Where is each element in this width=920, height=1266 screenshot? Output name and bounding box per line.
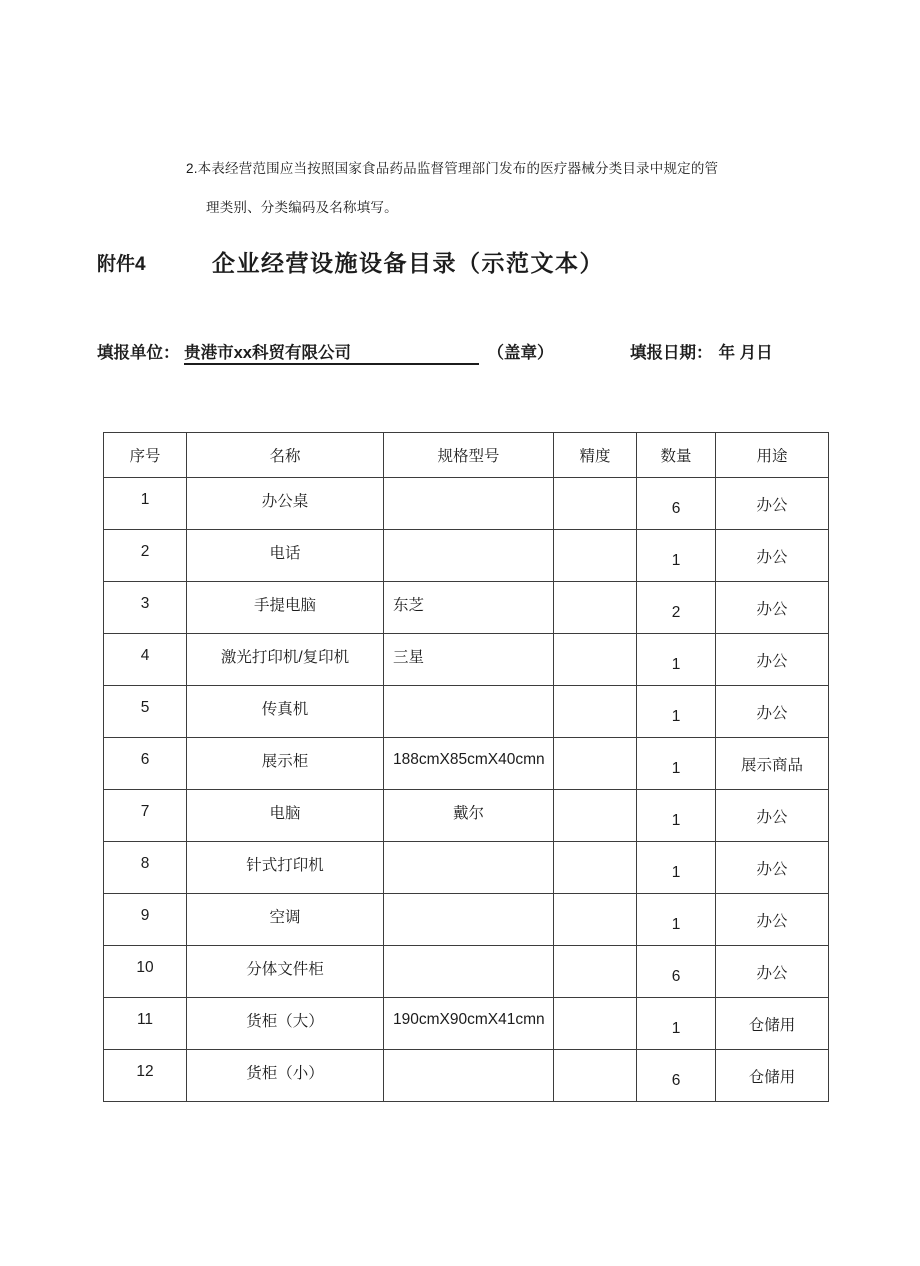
cell-spec <box>384 790 554 842</box>
cell-use-text: 展示商品 <box>740 756 803 774</box>
cell-use-text: 办公 <box>756 600 788 618</box>
cell-qty-text: 1 <box>671 811 681 829</box>
cell-precision <box>554 530 637 582</box>
cell-name <box>187 1050 384 1102</box>
unit-label: 填报单位： <box>97 344 180 362</box>
cell-qty-text: 1 <box>671 655 681 673</box>
cell-use <box>716 738 829 790</box>
cell-name-text: 针式打印机 <box>246 856 324 874</box>
page-title: 企业经营设施设备目录（示范文本） <box>212 250 604 276</box>
cell-no <box>104 686 187 738</box>
cell-qty-text: 1 <box>671 915 681 933</box>
cell-use <box>716 790 829 842</box>
cell-qty <box>637 894 716 946</box>
cell-use <box>716 998 829 1050</box>
unit-value: 贵港市xx科贸有限公司 <box>184 344 351 362</box>
table-row <box>104 946 829 998</box>
cell-precision <box>554 582 637 634</box>
cell-use-text: 办公 <box>756 808 788 826</box>
cell-no <box>104 998 187 1050</box>
cell-precision <box>554 634 637 686</box>
cell-use-text: 仓储用 <box>748 1068 796 1086</box>
cell-no <box>104 790 187 842</box>
cell-name-text: 货柜（大） <box>246 1012 324 1030</box>
cell-use <box>716 1050 829 1102</box>
cell-precision <box>554 686 637 738</box>
cell-name <box>187 582 384 634</box>
table-row <box>104 998 829 1050</box>
cell-qty <box>637 686 716 738</box>
cell-spec-text: 188cmX85cmX40cmn <box>393 750 545 768</box>
cell-name <box>187 634 384 686</box>
cell-qty-text: 1 <box>671 707 681 725</box>
cell-qty <box>637 998 716 1050</box>
cell-no-text: 10 <box>136 958 154 976</box>
cell-spec-text: 三星 <box>393 648 425 666</box>
cell-no <box>104 478 187 530</box>
cell-no-text: 7 <box>140 802 150 820</box>
cell-qty-text: 1 <box>671 551 681 569</box>
cell-no <box>104 894 187 946</box>
cell-use <box>716 686 829 738</box>
cell-name-text: 办公桌 <box>261 492 309 510</box>
cell-precision <box>554 738 637 790</box>
header-spec: 规格型号 <box>384 433 554 478</box>
cell-no-text: 9 <box>140 906 150 924</box>
cell-no <box>104 842 187 894</box>
cell-precision <box>554 946 637 998</box>
cell-no-text: 12 <box>136 1062 154 1080</box>
cell-name-text: 货柜（小） <box>246 1064 324 1082</box>
cell-name <box>187 946 384 998</box>
header-precision: 精度 <box>554 433 637 478</box>
cell-no-text: 6 <box>140 750 150 768</box>
cell-name <box>187 998 384 1050</box>
note-line-2: 理类别、分类编码及名称填写。 <box>206 200 398 215</box>
table-row <box>104 1050 829 1102</box>
cell-use <box>716 894 829 946</box>
cell-qty-text: 6 <box>671 499 681 517</box>
table-row <box>104 790 829 842</box>
table-row <box>104 738 829 790</box>
cell-use-text: 仓储用 <box>748 1016 796 1034</box>
cell-no <box>104 582 187 634</box>
cell-precision <box>554 998 637 1050</box>
cell-spec-text: 戴尔 <box>452 804 484 822</box>
cell-name <box>187 686 384 738</box>
cell-use <box>716 634 829 686</box>
cell-qty-text: 2 <box>671 603 681 621</box>
header-name: 名称 <box>187 433 384 478</box>
cell-qty <box>637 478 716 530</box>
cell-spec-text: 东芝 <box>393 596 425 614</box>
cell-spec <box>384 998 554 1050</box>
date-value: 年 月日 <box>718 344 773 362</box>
cell-use-text: 办公 <box>756 548 788 566</box>
table-row <box>104 842 829 894</box>
cell-spec <box>384 530 554 582</box>
date-label: 填报日期： <box>630 344 713 362</box>
cell-precision <box>554 842 637 894</box>
cell-name <box>187 790 384 842</box>
cell-name <box>187 738 384 790</box>
cell-name <box>187 478 384 530</box>
cell-qty-text: 6 <box>671 967 681 985</box>
cell-spec-text: 190cmX90cmX41cmn <box>393 1010 545 1028</box>
cell-spec <box>384 946 554 998</box>
cell-name <box>187 842 384 894</box>
table-row <box>104 634 829 686</box>
cell-qty <box>637 582 716 634</box>
cell-name-text: 空调 <box>269 908 301 926</box>
seal-label: （盖章） <box>487 344 554 362</box>
cell-no <box>104 946 187 998</box>
cell-qty-text: 1 <box>671 863 681 881</box>
cell-name-text: 电脑 <box>269 804 301 822</box>
cell-use <box>716 946 829 998</box>
cell-qty <box>637 738 716 790</box>
cell-qty-text: 6 <box>671 1071 681 1089</box>
cell-name-text: 激光打印机/复印机 <box>220 648 350 666</box>
cell-qty <box>637 1050 716 1102</box>
table-row <box>104 478 829 530</box>
cell-name-text: 展示柜 <box>261 752 309 770</box>
reporting-unit-line <box>97 339 554 365</box>
cell-qty <box>637 634 716 686</box>
cell-no-text: 11 <box>136 1010 154 1028</box>
cell-qty <box>637 790 716 842</box>
cell-use-text: 办公 <box>756 912 788 930</box>
attachment-label: 附件4 <box>97 254 146 275</box>
table-header-row <box>104 433 829 478</box>
cell-spec <box>384 894 554 946</box>
cell-name-text: 分体文件柜 <box>246 960 324 978</box>
cell-precision <box>554 1050 637 1102</box>
reporting-date-line <box>630 339 773 363</box>
cell-use-text: 办公 <box>756 704 788 722</box>
cell-spec <box>384 634 554 686</box>
cell-qty <box>637 530 716 582</box>
cell-no <box>104 530 187 582</box>
header-use: 用途 <box>716 433 829 478</box>
cell-use-text: 办公 <box>756 496 788 514</box>
cell-use <box>716 842 829 894</box>
cell-no-text: 5 <box>140 698 150 716</box>
cell-no-text: 3 <box>140 594 150 612</box>
table-row <box>104 582 829 634</box>
cell-qty-text: 1 <box>671 1019 681 1037</box>
cell-no <box>104 1050 187 1102</box>
cell-no-text: 2 <box>140 542 150 560</box>
cell-no <box>104 634 187 686</box>
equipment-table-body <box>104 478 829 1102</box>
cell-use-text: 办公 <box>756 652 788 670</box>
cell-no-text: 8 <box>140 854 150 872</box>
cell-spec <box>384 842 554 894</box>
unit-underlined-region <box>184 344 479 365</box>
cell-no-text: 4 <box>140 646 150 664</box>
cell-use-text: 办公 <box>756 860 788 878</box>
cell-name-text: 电话 <box>269 544 301 562</box>
header-no: 序号 <box>104 433 187 478</box>
cell-no-text: 1 <box>140 490 150 508</box>
cell-qty <box>637 946 716 998</box>
cell-spec <box>384 582 554 634</box>
cell-spec <box>384 738 554 790</box>
cell-qty <box>637 842 716 894</box>
cell-spec <box>384 1050 554 1102</box>
equipment-table <box>103 432 829 1102</box>
cell-spec <box>384 686 554 738</box>
cell-spec <box>384 478 554 530</box>
note-line-1: 2.本表经营范围应当按照国家食品药品监督管理部门发布的医疗器械分类目录中规定的管 <box>186 161 719 176</box>
cell-use <box>716 530 829 582</box>
blank-underline <box>351 357 479 358</box>
cell-no <box>104 738 187 790</box>
cell-name-text: 手提电脑 <box>253 596 316 614</box>
table-row <box>104 530 829 582</box>
cell-use <box>716 582 829 634</box>
cell-precision <box>554 478 637 530</box>
cell-name <box>187 894 384 946</box>
table-row <box>104 686 829 738</box>
table-row <box>104 894 829 946</box>
header-qty: 数量 <box>637 433 716 478</box>
cell-precision <box>554 790 637 842</box>
cell-qty-text: 1 <box>671 759 681 777</box>
cell-use <box>716 478 829 530</box>
cell-name <box>187 530 384 582</box>
cell-precision <box>554 894 637 946</box>
cell-use-text: 办公 <box>756 964 788 982</box>
cell-name-text: 传真机 <box>261 700 309 718</box>
